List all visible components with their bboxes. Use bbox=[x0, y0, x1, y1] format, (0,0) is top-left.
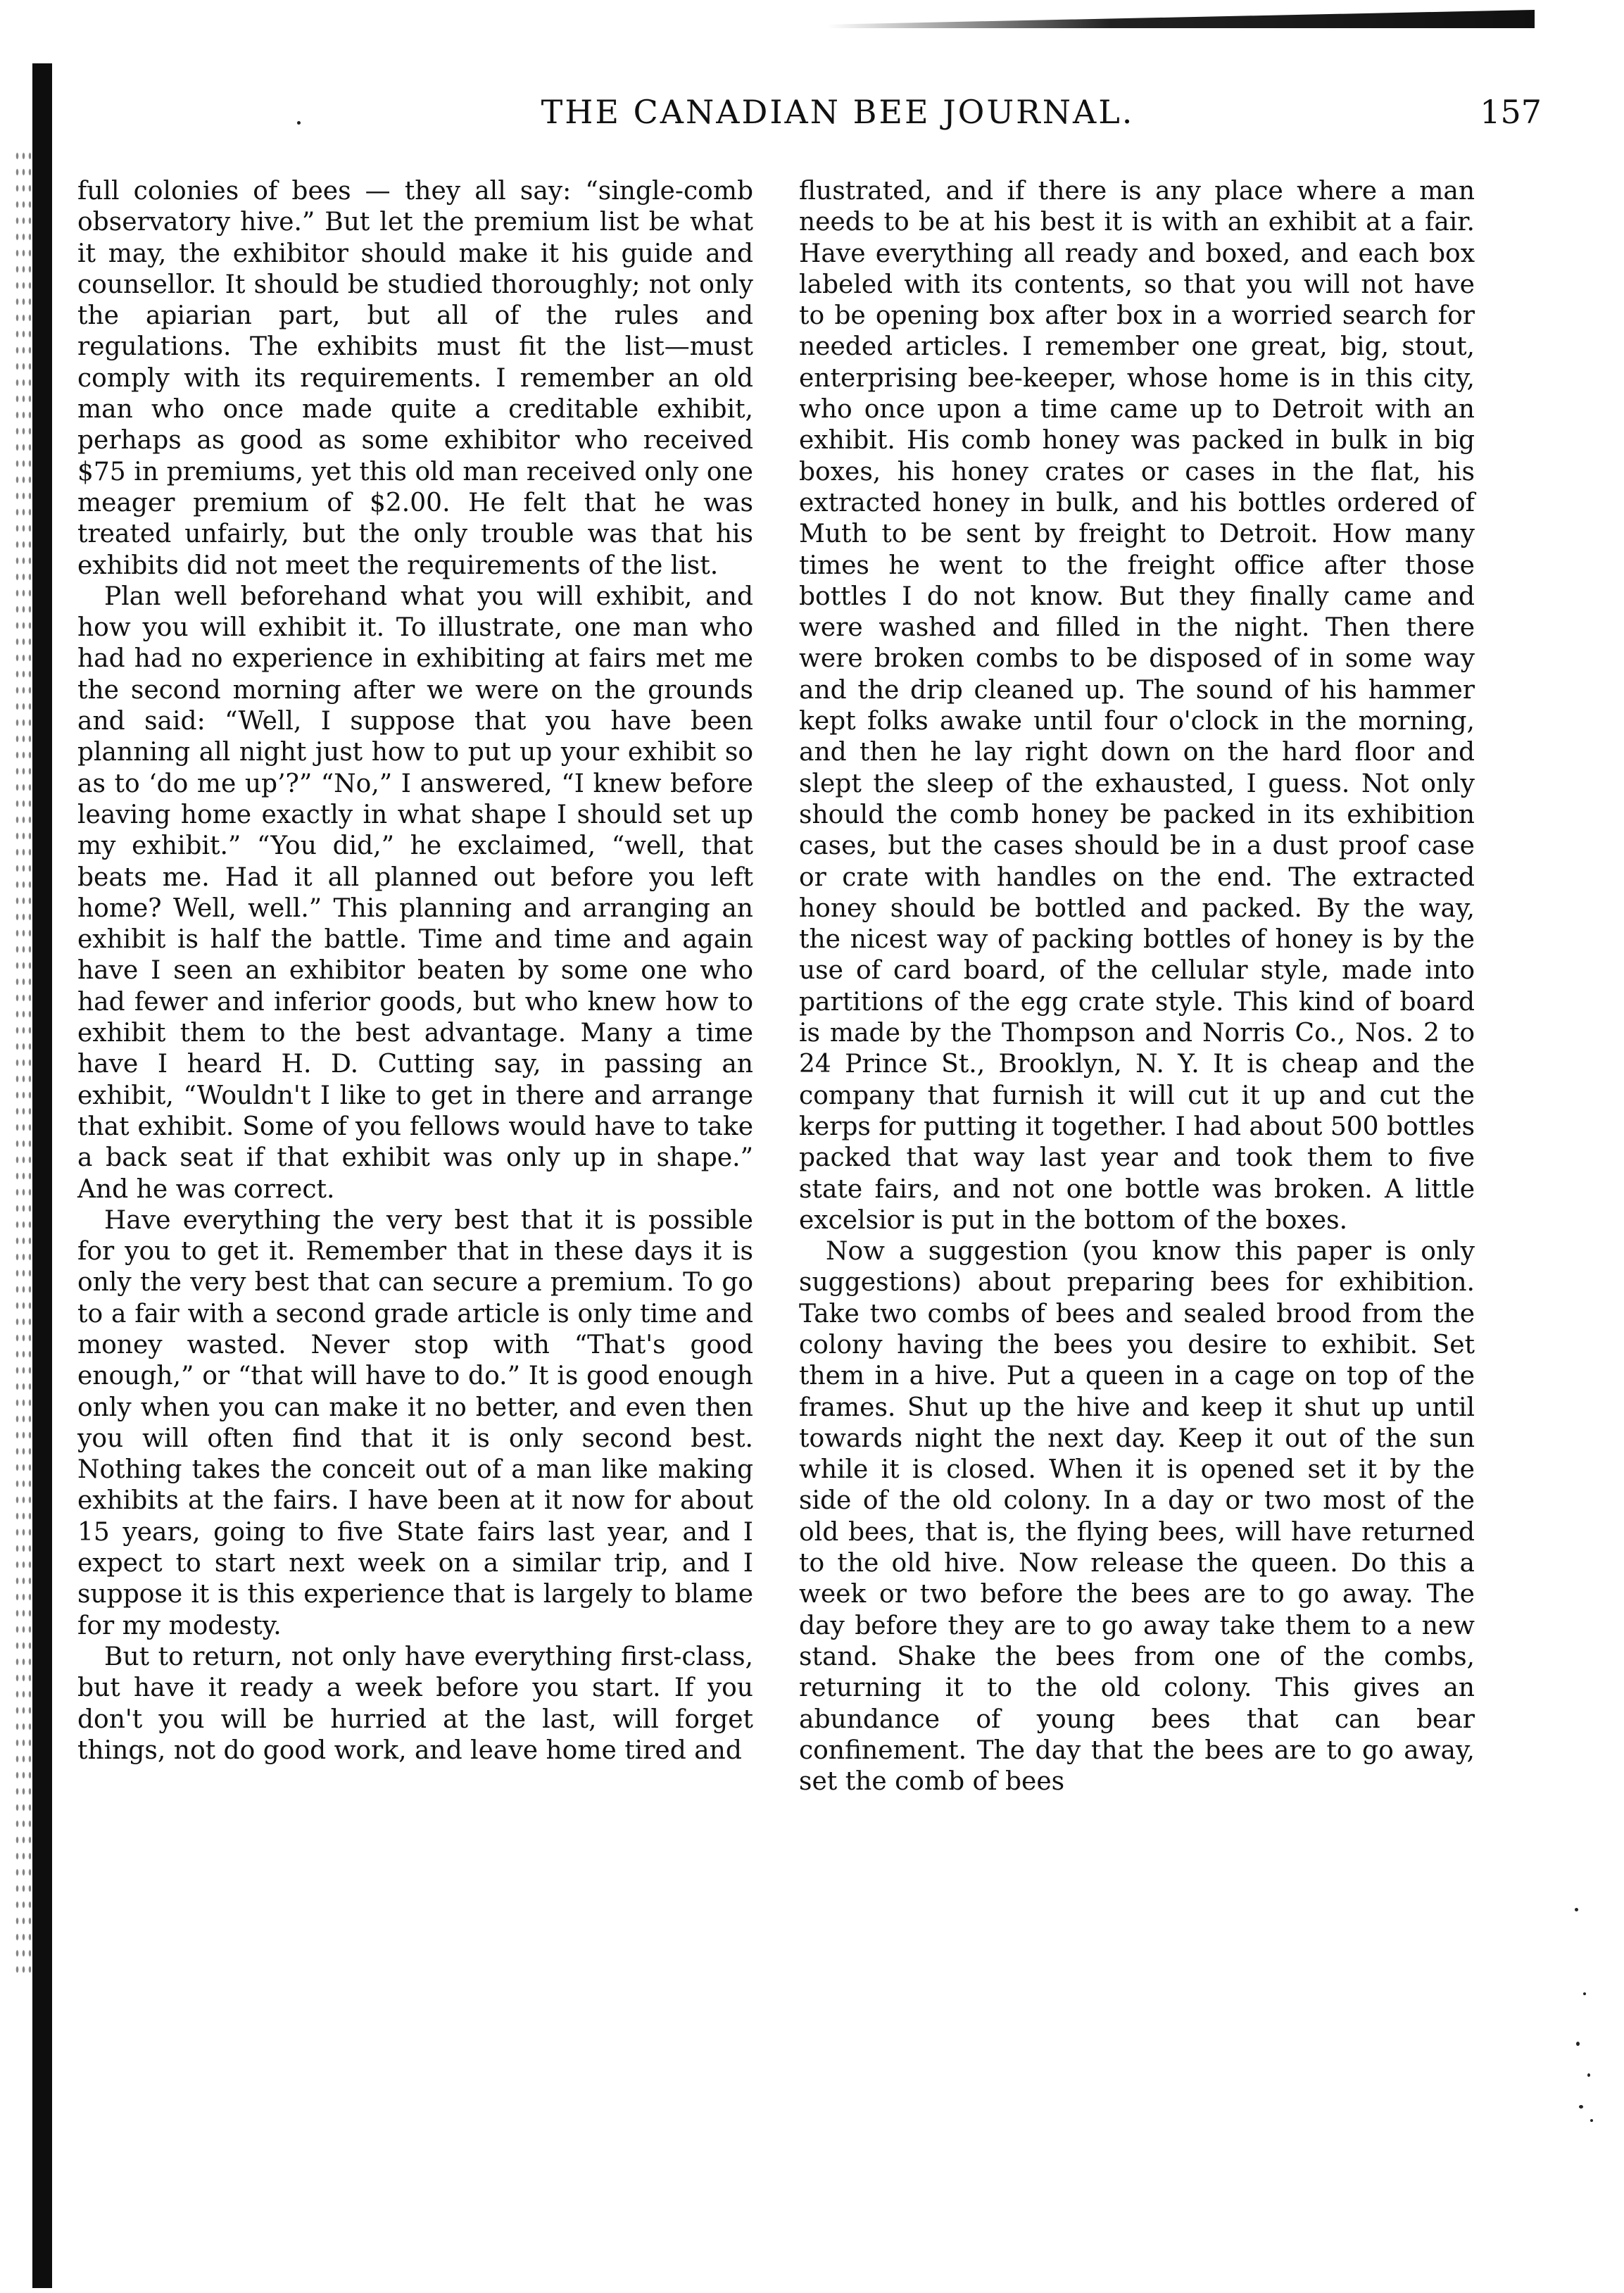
margin-specks bbox=[1573, 1901, 1601, 2133]
page-number: 157 bbox=[1480, 93, 1542, 131]
top-edge-rule bbox=[827, 10, 1535, 28]
journal-title: THE CANADIAN BEE JOURNAL. bbox=[541, 93, 1135, 131]
paragraph: Plan well beforehand what you will exhibit, and how you will exhibit it. To illustrate, one man who had had no experience in exhibiting at fairs met me the second morning after we were on the grounds and said: “Well, I suppose that you have been planning all night just how to put up your exhibit so as to ‘do me up’?” “No,” I answered, “I knew before leaving home exactly in what shape I should set up my exhibit.” “You did,” he exclaimed, “well, that beats me. Had it all planned out before you left home? Well, well.” This planning and arranging an exhibit is half the battle. Time and time and again have I seen an exhibitor beaten by some one who had fewer and inferior goods, but who knew how to exhibit them to the best advantage. Many a time have I heard H. D. Cutting say, in passing an exhibit, “Wouldn't I like to get in there and arrange that exhibit. Some of you fellows would have to take a back seat if that exhibit was only up in shape.” And he was correct. bbox=[77, 582, 753, 1204]
running-header bbox=[77, 93, 1542, 142]
binding-edge bbox=[32, 63, 52, 2288]
binding-speckles bbox=[14, 148, 31, 1978]
right-column bbox=[799, 176, 1475, 1797]
paragraph: Have everything the very best that it is possible for you to get it. Remember that in these days it is only the very best that can secure a premium. To go to a fair with a second grade article is only time and money wasted. Never stop with “That's good enough,” or “that will have to do.” It is good enough only when you can make it no better, and even then you will often find that it is only second best. Nothing takes the conceit out of a man like making exhibits at the fairs. I have been at it now for about 15 years, going to five State fairs last year, and I expect to start next week on a similar trip, and I suppose it is this experience that is largely to blame for my modesty. bbox=[77, 1205, 753, 1640]
paragraph: flustrated, and if there is any place where a man needs to be at his best it is with an exhibit at a fair. Have everything all ready and boxed, and each box labeled with its contents, so that you will not have to be opening box after box in a worried search for needed articles. I remember one great, big, stout, enterprising bee-keeper, whose home is in this city, who once upon a time came up to Detroit with an exhibit. His comb honey was packed in bulk in big boxes, his honey crates or cases in the flat, his extracted honey in bulk, and his bottles ordered of Muth to be sent by freight to Detroit. How many times he went to the freight office after those bottles I do not know. But they finally came and were washed and filled in the night. Then there were broken combs to be disposed of in some way and the drip cleaned up. The sound of his hammer kept folks awake until four o'clock in the morning, and then he lay right down on the hard floor and slept the sleep of the exhausted, I guess. Not only should the comb honey be packed in its exhibition cases, but the cases should be in a dust proof case or crate with handles on the end. The extracted honey should be bottled and packed. By the way, the nicest way of packing bottles of honey is by the use of card board, of the cellular style, made into partitions of the egg crate style. This kind of board is made by the Thompson and Norris Co., Nos. 2 to 24 Prince St., Brooklyn, N. Y. It is cheap and the company that furnish it will cut it up and cut the kerps for putting it together. I had about 500 bottles packed that way last year and took them to five state fairs, and not one bottle was broken. A little excelsior is put in the bottom of the boxes. bbox=[799, 177, 1475, 1235]
paragraph: full colonies of bees — they all say: “single-comb observatory hive.” But let the premium list be what it may, the exhibitor should make it his guide and counsellor. It should be studied thoroughly; not only the apiarian part, but all of the rules and regulations. The exhibits must fit the list—must comply with its requirements. I remember an old man who once made quite a creditable exhibit, perhaps as good as some exhibitor who received $75 in premiums, yet this old man received only one meager premium of $2.00. He felt that he was treated unfairly, but the only trouble was that his exhibits did not meet the requirements of the list. bbox=[77, 177, 753, 580]
left-column bbox=[77, 176, 753, 1766]
paragraph: Now a suggestion (you know this paper is only suggestions) about preparing bees for exhibition. Take two combs of bees and sealed brood from the colony having the bees you desire to exhibit. Set them in a hive. Put a queen in a cage on top of the frames. Shut up the hive and keep it shut up until towards night the next day. Keep it out of the sun while it is closed. When it is opened set it by the side of the old colony. In a day or two most of the old bees, that is, the flying bees, will have returned to the old hive. Now release the queen. Do this a week or two before the bees are to go away. The day before they are to go away take them to a new stand. Shake the bees from one of the combs, returning it to the old colony. This gives an abundance of young bees that can bear confinement. The day that the bees are to go away, set the comb of bees bbox=[799, 1237, 1475, 1797]
paragraph: But to return, not only have everything first-class, but have it ready a week before you start. If you don't you will be hurried at the last, will forget things, not do good work, and leave home tired and bbox=[77, 1642, 753, 1765]
